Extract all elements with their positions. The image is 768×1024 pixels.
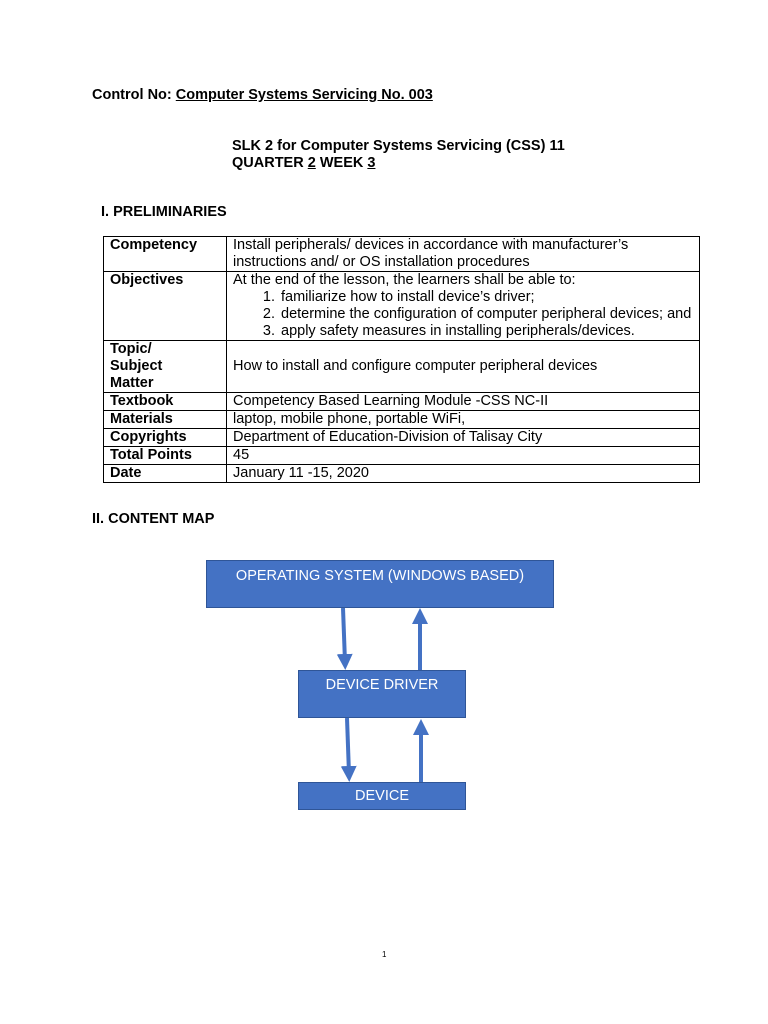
arrow-down-icon bbox=[347, 718, 349, 774]
row-label: Copyrights bbox=[104, 429, 227, 447]
quarter-value: 2 bbox=[307, 155, 316, 171]
topic-label-line: Topic/ bbox=[110, 341, 152, 357]
topic-label-line: Matter bbox=[110, 375, 154, 391]
list-item: 2. determine the configuration of computer peripheral devices; and bbox=[279, 306, 693, 323]
row-value: How to install and configure computer peripheral devices bbox=[227, 341, 700, 393]
week-value: 3 bbox=[367, 155, 376, 171]
arrow-down-icon bbox=[343, 608, 345, 662]
topic-label-line: Subject bbox=[110, 358, 163, 374]
objectives-intro: At the end of the lesson, the learners shall be able to: bbox=[233, 272, 576, 288]
list-item: 1. familiarize how to install device’s driver; bbox=[279, 289, 693, 306]
row-label: Objectives bbox=[104, 272, 227, 341]
row-value: 45 bbox=[227, 447, 700, 465]
row-label: Total Points bbox=[104, 447, 227, 465]
row-label: Date bbox=[104, 465, 227, 483]
row-value: Install peripherals/ devices in accordance with manufacturer’s instructions and/ or OS installation procedures bbox=[227, 237, 700, 272]
row-value: Department of Education-Division of Talisay City bbox=[227, 429, 700, 447]
device-box: DEVICE bbox=[298, 782, 466, 810]
row-value: laptop, mobile phone, portable WiFi, bbox=[227, 411, 700, 429]
list-item: 3. apply safety measures in installing peripherals/devices. bbox=[279, 323, 693, 340]
row-value: January 11 -15, 2020 bbox=[227, 465, 700, 483]
row-value: Competency Based Learning Module -CSS NC-II bbox=[227, 393, 700, 411]
title-line: SLK 2 for Computer Systems Servicing (CSS) 11 bbox=[232, 138, 565, 154]
row-label: Materials bbox=[104, 411, 227, 429]
device-driver-box: DEVICE DRIVER bbox=[298, 670, 466, 718]
section-heading-preliminaries: I. PRELIMINARIES bbox=[101, 204, 227, 220]
week-label: WEEK bbox=[319, 155, 364, 171]
quarter-label: QUARTER bbox=[232, 155, 304, 171]
page-number: 1 bbox=[382, 950, 387, 959]
control-label: Control No: bbox=[92, 87, 172, 103]
control-value: Computer Systems Servicing No. 003 bbox=[175, 87, 433, 103]
row-label: Textbook bbox=[104, 393, 227, 411]
section-heading-content-map: II. CONTENT MAP bbox=[92, 511, 215, 527]
row-label: Competency bbox=[104, 237, 227, 272]
operating-system-box: OPERATING SYSTEM (WINDOWS BASED) bbox=[206, 560, 554, 608]
